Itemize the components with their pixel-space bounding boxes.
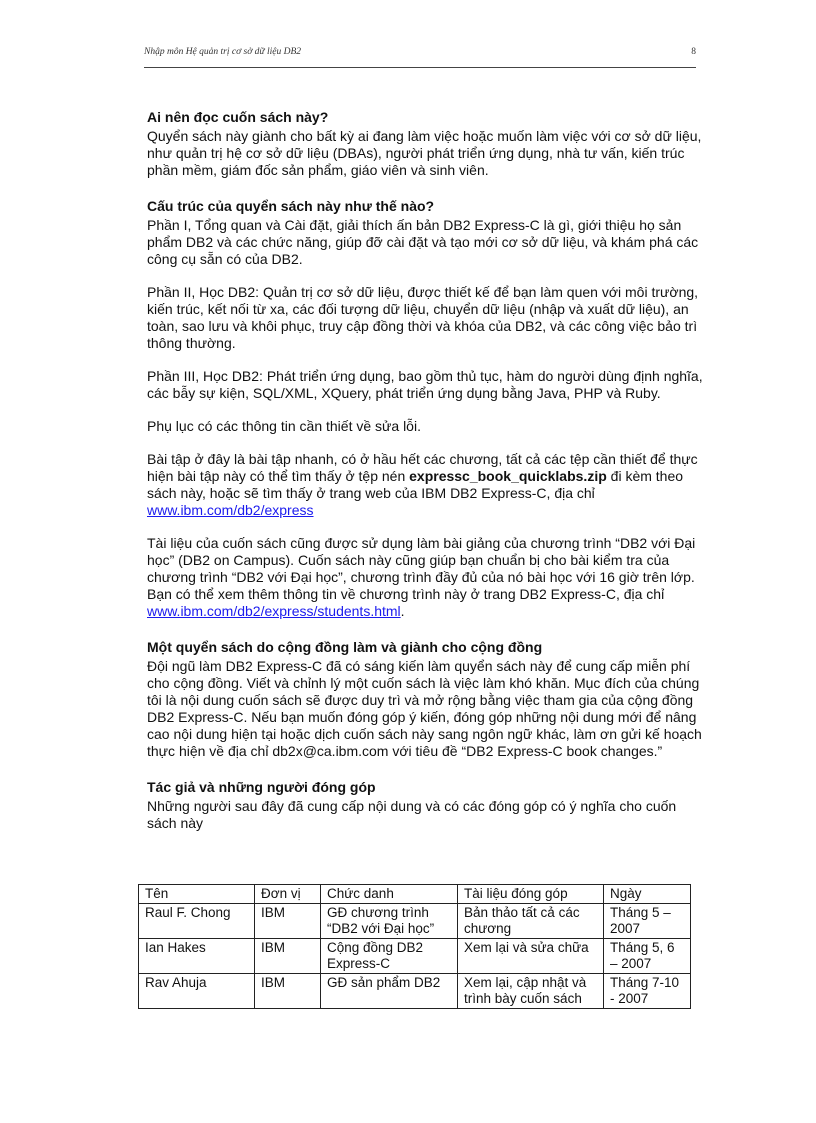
heading-readers: Ai nên đọc cuốn sách này? (147, 109, 329, 125)
paragraph-contributors: Những người sau đây đã cung cấp nội dung và có các đóng góp có ý nghĩa cho cuốn sách này (147, 798, 677, 831)
table-cell: Tháng 5, 6 – 2007 (604, 939, 691, 974)
table-cell: IBM (255, 974, 321, 1009)
table-cell: Tháng 7-10 - 2007 (604, 974, 691, 1009)
page-body (147, 108, 707, 832)
paragraph-labs: Bài tập ở đây là bài tập nhanh, có ở hầu hết các chương, tất cả các tệp cần thiết để thực hiện bài tập này có thể tìm thấy ở tệp nén expressc_book_quicklabs.zip đi kèm theo sách này, hoặc sẽ tìm thấy ở trang web của IBM DB2 Express-C, địa chỉ www.ibm.com/db2/express (147, 451, 698, 518)
table-cell: Xem lại, cập nhật và trình bày cuốn sách (458, 974, 604, 1009)
paragraph-readers: Quyển sách này giành cho bất kỳ ai đang làm việc hoặc muốn làm việc với cơ sở dữ liệu, như quản trị hệ cơ sở dữ liệu (DBAs), người phát triển ứng dụng, nhà tư vấn, kiến trúc phần mềm, giám đốc sản phẩm, giáo viên và sinh viên. (147, 128, 702, 178)
running-title: Nhập môn Hệ quản trị cơ sở dữ liệu DB2 (144, 47, 302, 57)
column-header: Tên (139, 885, 255, 904)
table-cell: Xem lại và sửa chữa (458, 939, 604, 974)
table-cell: Ian Hakes (139, 939, 255, 974)
table-cell: Cộng đồng DB2 Express-C (321, 939, 458, 974)
heading-structure: Cấu trúc của quyển sách này như thế nào? (147, 198, 435, 214)
contributors-table (138, 884, 691, 1009)
table-header-row (139, 885, 691, 904)
table-cell: IBM (255, 904, 321, 939)
heading-community: Một quyển sách do cộng đồng làm và giành cho cộng đồng (147, 639, 543, 655)
paragraph-part1: Phần I, Tổng quan và Cài đặt, giải thích ấn bản DB2 Express-C là gì, giới thiệu họ sản phẩm DB2 và các chức năng, giúp đỡ cài đặt và tạo mới cơ sở dữ liệu, và khám phá các công cụ sẵn có của DB2. (147, 217, 699, 267)
paragraph-part3: Phần III, Học DB2: Phát triển ứng dụng, bao gồm thủ tục, hàm do người dùng định nghĩa, các bẫy sự kiện, SQL/XML, XQuery, phát triển ứng dụng bằng Java, PHP và Ruby. (147, 368, 703, 401)
paragraph-campus: Tài liệu của cuốn sách cũng được sử dụng làm bài giảng của chương trình “DB2 với Đại học” (DB2 on Campus). Cuốn sách này cũng giúp bạn chuẩn bị cho bài kiểm tra của chương trình “DB2 với Đại học”, chương trình đầy đủ của nó bài học với 16 giờ trên lớp. Bạn có thể xem thêm thông tin về chương trình này ở trang DB2 Express-C, địa chỉ www.ibm.com/db2/express/students.html. (147, 535, 696, 619)
table-cell: Raul F. Chong (139, 904, 255, 939)
students-link[interactable]: www.ibm.com/db2/express/students.html (147, 603, 401, 619)
table-row (139, 904, 691, 939)
paragraph-part2: Phần II, Học DB2: Quản trị cơ sở dữ liệu, được thiết kế để bạn làm quen với môi trường, kiến trúc, kết nối từ xa, các đối tượng dữ liệu, chuyển dữ liệu (nhập và xuất dữ liệu), an toàn, sao lưu và khôi phục, truy cập đồng thời và khóa của DB2, và các công việc bảo trì thông thường. (147, 284, 699, 351)
table-row (139, 939, 691, 974)
page-number: 8 (691, 47, 696, 57)
table-cell: Rav Ahuja (139, 974, 255, 1009)
table-row (139, 974, 691, 1009)
labs-zip-filename: expressc_book_quicklabs.zip (409, 468, 607, 484)
table-cell: GĐ sản phẩm DB2 (321, 974, 458, 1009)
table-cell: Bản thảo tất cả các chương (458, 904, 604, 939)
column-header: Đơn vị (255, 885, 321, 904)
column-header: Ngày (604, 885, 691, 904)
paragraph-appendix: Phụ lục có các thông tin cần thiết về sửa lỗi. (147, 418, 421, 434)
table-cell: GĐ chương trình “DB2 với Đại học” (321, 904, 458, 939)
column-header: Tài liệu đóng góp (458, 885, 604, 904)
page-header (144, 47, 696, 68)
paragraph-community: Đội ngũ làm DB2 Express-C đã có sáng kiến làm quyển sách này để cung cấp miễn phí cho cộng đồng. Viết và chỉnh lý một cuốn sách là việc làm khó khăn. Mục đích của chúng tôi là nội dung cuốn sách sẽ được duy trì và mở rộng bằng việc tham gia của cộng đồng DB2 Express-C. Nếu bạn muốn đóng góp ý kiến, đóng góp những nội dung mới để nâng cao nội dung hiện tại hoặc dịch cuốn sách này sang ngôn ngữ khác, làm ơn gửi kế hoạch thực hiện về địa chỉ db2x@ca.ibm.com với tiêu đề “DB2 Express-C book changes.” (147, 658, 702, 759)
heading-contributors: Tác giả và những người đóng góp (147, 779, 376, 795)
table-cell: IBM (255, 939, 321, 974)
express-link[interactable]: www.ibm.com/db2/express (147, 502, 314, 518)
table-cell: Tháng 5 – 2007 (604, 904, 691, 939)
column-header: Chức danh (321, 885, 458, 904)
